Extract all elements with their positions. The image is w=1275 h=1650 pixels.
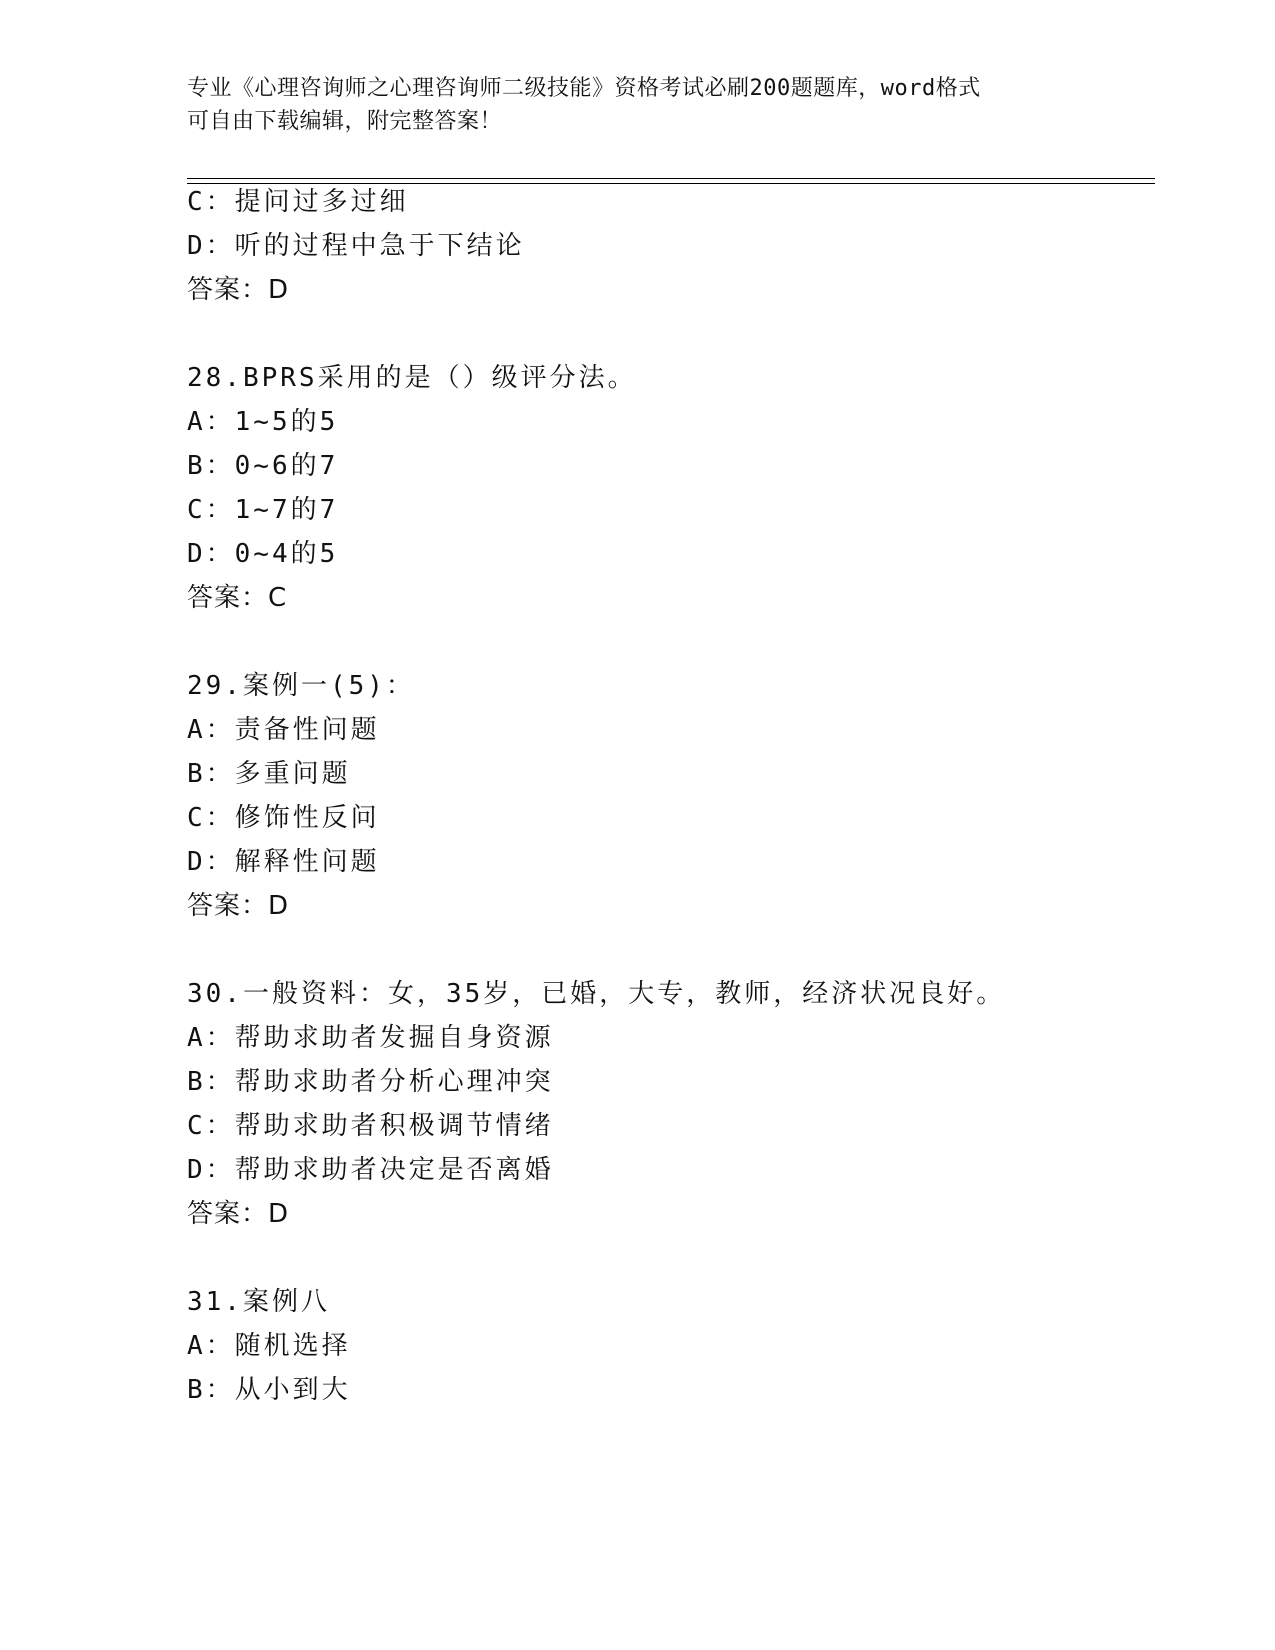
header-rule-top <box>187 178 1155 179</box>
q29-answer: 答案：D <box>187 891 290 921</box>
q31-option-a: A：随机选择 <box>187 1331 351 1361</box>
q29-option-c: C：修饰性反问 <box>187 803 380 833</box>
q31-question: 31.案例八 <box>187 1287 330 1317</box>
q29-question: 29.案例一(5)： <box>187 671 415 701</box>
q28-option-b: B：0~6的7 <box>187 451 339 481</box>
q29-option-a: A：责备性问题 <box>187 715 380 745</box>
q29-option-d: D：解释性问题 <box>187 847 380 877</box>
q28-option-c: C：1~7的7 <box>187 495 339 525</box>
header-rule-bottom <box>187 183 1155 184</box>
q31-option-b: B：从小到大 <box>187 1375 351 1405</box>
q28-question: 28.BPRS采用的是（）级评分法。 <box>187 363 637 393</box>
prev-answer: 答案：D <box>187 275 290 305</box>
q28-option-d: D：0~4的5 <box>187 539 339 569</box>
q30-option-a: A：帮助求助者发掘自身资源 <box>187 1023 554 1053</box>
q29-option-b: B：多重问题 <box>187 759 351 789</box>
q30-option-b: B：帮助求助者分析心理冲突 <box>187 1067 554 1097</box>
q30-option-d: D：帮助求助者决定是否离婚 <box>187 1155 554 1185</box>
q30-answer: 答案：D <box>187 1199 290 1229</box>
q30-option-c: C：帮助求助者积极调节情绪 <box>187 1111 554 1141</box>
prev-option-d: D：听的过程中急于下结论 <box>187 231 525 261</box>
q28-option-a: A：1~5的5 <box>187 407 339 437</box>
q30-question: 30.一般资料：女，35岁，已婚，大专，教师，经济状况良好。 <box>187 979 1006 1009</box>
q28-answer: 答案：C <box>187 583 288 613</box>
header-line-2: 可自由下载编辑，附完整答案！ <box>187 109 503 134</box>
header-line-1: 专业《心理咨询师之心理咨询师二级技能》资格考试必刷200题题库，word格式 <box>187 76 981 101</box>
prev-option-c: C：提问过多过细 <box>187 187 409 217</box>
document-header <box>187 72 1087 138</box>
